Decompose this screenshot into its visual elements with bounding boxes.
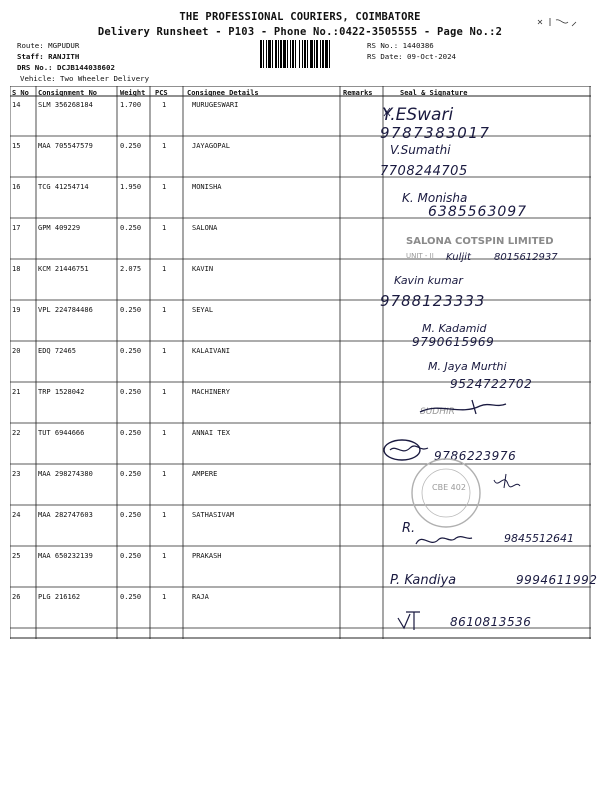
row-consignee: AMPERE <box>192 470 218 478</box>
col-weight: Weight <box>120 89 146 97</box>
barcode-bar <box>278 40 279 68</box>
signature-row-16 <box>402 191 527 220</box>
svg-text:9994611992: 9994611992 <box>516 573 598 587</box>
svg-text:9786223976: 9786223976 <box>434 449 517 463</box>
route-label: Route: MGPUDUR <box>17 41 80 50</box>
staff-label: Staff: RANJITH <box>17 52 80 61</box>
barcode-bar <box>283 40 286 68</box>
row-consignment-no: MAA 298274380 <box>38 470 93 478</box>
row-consignment-no: TRP 1528042 <box>38 388 85 396</box>
row-sno: 17 <box>12 224 21 232</box>
col-seal-signature: Seal & Signature <box>400 89 468 97</box>
barcode-bar <box>302 40 303 68</box>
svg-text:9790615969: 9790615969 <box>412 335 495 349</box>
runsheet-title: Delivery Runsheet - P103 - Phone No.:0422-3505555 - Page No.:2 <box>97 26 503 38</box>
svg-text:Kuljit: Kuljit <box>446 252 471 263</box>
barcode-bar <box>292 40 294 68</box>
row-pcs: 1 <box>162 265 167 273</box>
col-consignee: Consignee Details <box>187 89 259 97</box>
row-consignment-no: PLG 216162 <box>38 593 81 601</box>
row-sno: 23 <box>12 470 21 478</box>
barcode <box>260 40 358 68</box>
row-consignment-no: MAA 705547579 <box>38 142 93 150</box>
svg-text:P. Kandiya: P. Kandiya <box>390 573 457 588</box>
company-title: THE PROFESSIONAL COURIERS, COIMBATORE <box>179 11 421 23</box>
svg-text:K. Monisha: K. Monisha <box>402 191 468 205</box>
svg-text:8015612937: 8015612937 <box>494 252 558 263</box>
row-consignment-no: GPM 409229 <box>38 224 81 232</box>
row-consignee: SATHASIVAM <box>192 511 235 519</box>
row-weight: 0.250 <box>120 347 142 355</box>
row-weight: 0.250 <box>120 552 142 560</box>
col-remarks: Remarks <box>343 89 373 97</box>
row-consignee: PRAKASH <box>192 552 222 560</box>
row-sno: 18 <box>12 265 21 273</box>
row-consignment-no: EDQ 72465 <box>38 347 76 355</box>
signature-row-15 <box>380 143 468 179</box>
row-consignee: KALAIVANI <box>192 347 230 355</box>
barcode-bar <box>266 40 267 68</box>
row-pcs: 1 <box>162 224 167 232</box>
row-pcs: 1 <box>162 429 167 437</box>
row-sno: 20 <box>12 347 21 355</box>
row-pcs: 1 <box>162 306 167 314</box>
row-weight: 0.250 <box>120 470 142 478</box>
row-pcs: 1 <box>162 347 167 355</box>
barcode-bar <box>280 40 282 68</box>
row-sno: 24 <box>12 511 21 519</box>
signature-row-14 <box>380 105 490 142</box>
barcode-bar <box>260 40 262 68</box>
col-pcs: PCS <box>155 89 168 97</box>
svg-text:CBE 402: CBE 402 <box>432 483 466 492</box>
row-weight: 0.250 <box>120 306 142 314</box>
barcode-bar <box>329 40 330 68</box>
row-consignment-no: KCM 21446751 <box>38 265 89 273</box>
barcode-bar <box>320 40 321 68</box>
corner-handwritten-mark <box>536 14 580 34</box>
svg-text:UNIT - II: UNIT - II <box>406 252 434 260</box>
row-consignee: MACHINERY <box>192 388 230 396</box>
svg-text:9787383017: 9787383017 <box>380 124 491 142</box>
svg-text:9788123333: 9788123333 <box>380 292 486 310</box>
barcode-bar <box>316 40 318 68</box>
col-consignment: Consignment No <box>38 89 98 97</box>
row-consignment-no: TUT 6944666 <box>38 429 85 437</box>
row-consignee: SEYAL <box>192 306 214 314</box>
signature-row-17 <box>406 236 558 263</box>
svg-text:6385563097: 6385563097 <box>428 204 528 220</box>
row-pcs: 1 <box>162 183 167 191</box>
svg-text:SUDHIR: SUDHIR <box>420 407 455 417</box>
row-sno: 19 <box>12 306 21 314</box>
signature-row-24 <box>402 521 574 545</box>
svg-text:M. Kadamid: M. Kadamid <box>422 322 487 335</box>
row-weight: 0.250 <box>120 593 142 601</box>
barcode-bar <box>325 40 328 68</box>
svg-text:Y.ESwari: Y.ESwari <box>382 105 454 125</box>
barcode-bar <box>307 40 308 68</box>
row-pcs: 1 <box>162 552 167 560</box>
row-consignment-no: TCG 41254714 <box>38 183 89 191</box>
signature-row-21 <box>420 400 506 417</box>
row-consignee: MONISHA <box>192 183 222 191</box>
row-weight: 0.250 <box>120 388 142 396</box>
signature-row-25 <box>390 573 597 588</box>
row-pcs: 1 <box>162 101 167 109</box>
barcode-bar <box>310 40 313 68</box>
row-consignee: ANNAI TEX <box>192 429 230 437</box>
row-pcs: 1 <box>162 470 167 478</box>
svg-text:SALONA COTSPIN LIMITED: SALONA COTSPIN LIMITED <box>406 236 554 247</box>
round-stamp <box>412 459 520 527</box>
row-weight: 0.250 <box>120 224 142 232</box>
row-consignee: MURUGESWARI <box>192 101 239 109</box>
drs-label: DRS No.: DCJB144038602 <box>17 63 115 72</box>
row-pcs: 1 <box>162 593 167 601</box>
row-pcs: 1 <box>162 142 167 150</box>
row-sno: 15 <box>12 142 21 150</box>
row-sno: 22 <box>12 429 21 437</box>
signature-row-26 <box>398 612 531 630</box>
row-sno: 16 <box>12 183 21 191</box>
svg-text:R.: R. <box>402 521 416 536</box>
signatures-area <box>376 98 598 638</box>
row-consignment-no: MAA 282747603 <box>38 511 93 519</box>
row-weight: 2.075 <box>120 265 142 273</box>
barcode-bar <box>299 40 300 68</box>
barcode-bar <box>304 40 306 68</box>
signature-row-19 <box>412 322 494 349</box>
row-consignee: JAYAGOPAL <box>192 142 230 150</box>
barcode-bar <box>268 40 271 68</box>
row-pcs: 1 <box>162 388 167 396</box>
svg-text:9524722702: 9524722702 <box>450 377 533 391</box>
svg-text:9845512641: 9845512641 <box>504 532 574 545</box>
barcode-bar <box>290 40 291 68</box>
barcode-bar <box>272 40 273 68</box>
row-weight: 0.250 <box>120 429 142 437</box>
signature-row-20 <box>428 360 532 391</box>
row-consignee: SALONA <box>192 224 218 232</box>
col-sno: S No <box>12 89 29 97</box>
row-weight: 0.250 <box>120 142 142 150</box>
row-sno: 14 <box>12 101 21 109</box>
row-weight: 1.950 <box>120 183 142 191</box>
barcode-bar <box>295 40 296 68</box>
rs-date-label: RS Date: 09-Oct-2024 <box>367 52 456 61</box>
row-consignment-no: MAA 650232139 <box>38 552 93 560</box>
row-consignee: KAVIN <box>192 265 214 273</box>
row-consignee: RAJA <box>192 593 209 601</box>
svg-text:Kavin kumar: Kavin kumar <box>394 274 463 287</box>
svg-text:M. Jaya Murthi: M. Jaya Murthi <box>428 360 507 373</box>
row-sno: 21 <box>12 388 21 396</box>
row-consignment-no: SLM 356268184 <box>38 101 93 109</box>
barcode-bar <box>263 40 264 68</box>
svg-text:8610813536: 8610813536 <box>450 615 532 629</box>
barcode-bar <box>275 40 277 68</box>
rs-no-label: RS No.: 1440386 <box>367 41 434 50</box>
barcode-bar <box>322 40 324 68</box>
barcode-bar <box>314 40 315 68</box>
row-consignment-no: VPL 224784486 <box>38 306 93 314</box>
row-sno: 25 <box>12 552 21 560</box>
row-weight: 0.250 <box>120 511 142 519</box>
svg-text:7708244705: 7708244705 <box>380 164 468 179</box>
vehicle-label: Vehicle: Two Wheeler Delivery <box>20 74 150 83</box>
row-weight: 1.700 <box>120 101 142 109</box>
svg-text:V.Sumathi: V.Sumathi <box>390 143 451 157</box>
row-pcs: 1 <box>162 511 167 519</box>
row-sno: 26 <box>12 593 21 601</box>
signature-row-18 <box>380 274 485 310</box>
barcode-bar <box>287 40 288 68</box>
